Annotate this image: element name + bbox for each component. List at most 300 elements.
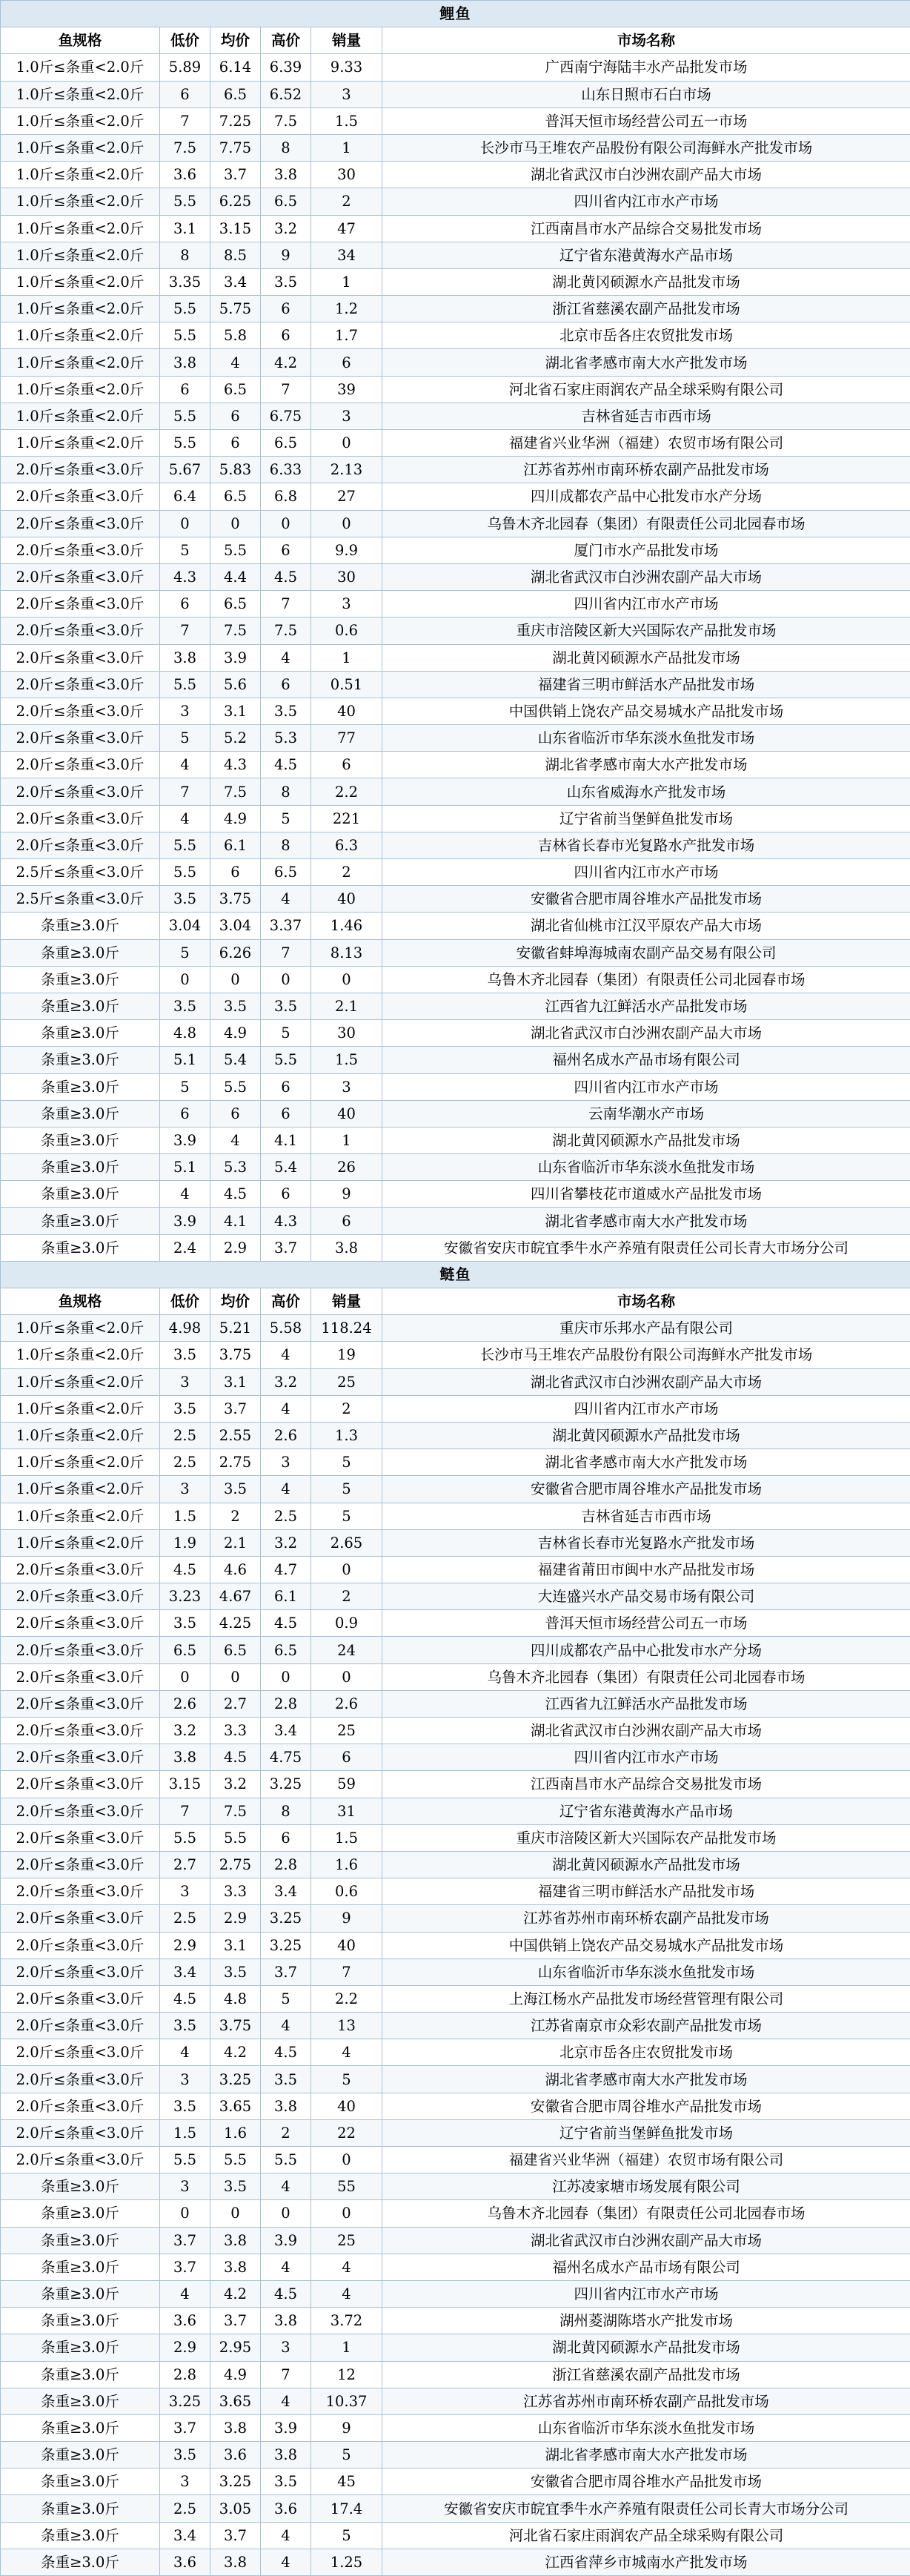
- cell-low-price: 6: [160, 376, 210, 403]
- cell-avg-price: 3.5: [210, 1476, 261, 1503]
- cell-high-price: 4: [261, 2254, 311, 2280]
- cell-spec: 1.0斤≤条重<2.0斤: [1, 1503, 160, 1529]
- cell-avg-price: 3.65: [210, 2388, 261, 2414]
- cell-volume: 0: [311, 430, 382, 457]
- cell-volume: 4: [311, 2039, 382, 2066]
- cell-volume: 6.3: [311, 832, 382, 858]
- cell-high-price: 4.7: [261, 1556, 311, 1583]
- cell-volume: 0: [311, 2200, 382, 2227]
- cell-high-price: 5.3: [261, 725, 311, 752]
- cell-market-name: 四川省内江市水产市场: [382, 859, 910, 886]
- cell-spec: 2.0斤≤条重<3.0斤: [1, 1690, 160, 1717]
- cell-avg-price: 3.5: [210, 1959, 261, 1985]
- cell-spec: 2.5斤≤条重<3.0斤: [1, 886, 160, 913]
- cell-market-name: 湖北省武汉市白沙洲农副产品大市场: [382, 1368, 910, 1395]
- cell-low-price: 3.9: [160, 1127, 210, 1153]
- cell-low-price: 4: [160, 2039, 210, 2066]
- table-row: [1, 832, 910, 858]
- cell-market-name: 湖北省孝感市南大水产批发市场: [382, 2066, 910, 2093]
- cell-volume: 0.6: [311, 1878, 382, 1905]
- cell-volume: 24: [311, 1637, 382, 1663]
- cell-high-price: 4.5: [261, 563, 311, 590]
- cell-spec: 2.0斤≤条重<3.0斤: [1, 510, 160, 537]
- cell-market-name: 乌鲁木齐北园春（集团）有限责任公司北园春市场: [382, 966, 910, 993]
- cell-spec: 2.0斤≤条重<3.0斤: [1, 805, 160, 832]
- table-row: [1, 1771, 910, 1798]
- table-row: [1, 752, 910, 778]
- cell-high-price: 0: [261, 510, 311, 537]
- cell-market-name: 湖北省孝感市南大水产批发市场: [382, 1449, 910, 1476]
- table-row: [1, 1556, 910, 1583]
- cell-low-price: 5.5: [160, 296, 210, 322]
- cell-market-name: 长沙市马王堆农产品股份有限公司海鲜水产批发市场: [382, 1342, 910, 1368]
- cell-low-price: 3.6: [160, 162, 210, 188]
- column-header-market-name: 市场名称: [382, 1288, 910, 1315]
- cell-market-name: 湖北省孝感市南大水产批发市场: [382, 349, 910, 376]
- cell-market-name: 安徽省合肥市周谷堆水产品批发市场: [382, 2469, 910, 2495]
- cell-low-price: 2.9: [160, 2334, 210, 2361]
- cell-spec: 条重≥3.0斤: [1, 2280, 160, 2307]
- cell-high-price: 8: [261, 832, 311, 858]
- cell-low-price: 4: [160, 805, 210, 832]
- cell-avg-price: 4.9: [210, 1020, 261, 1047]
- cell-volume: 1.5: [311, 1047, 382, 1073]
- cell-high-price: 2.5: [261, 1503, 311, 1529]
- table-row: [1, 966, 910, 993]
- cell-high-price: 5: [261, 1985, 311, 2012]
- cell-low-price: 3.7: [160, 2227, 210, 2254]
- table-row: [1, 2173, 910, 2200]
- table-row: [1, 1422, 910, 1448]
- cell-volume: 1: [311, 644, 382, 671]
- cell-market-name: 普洱天恒市场经营公司五一市场: [382, 1610, 910, 1637]
- cell-market-name: 湖北黄冈硕源水产品批发市场: [382, 1127, 910, 1153]
- cell-low-price: 5.5: [160, 403, 210, 429]
- cell-avg-price: 1.6: [210, 2119, 261, 2146]
- cell-low-price: 2.9: [160, 1932, 210, 1959]
- cell-volume: 5: [311, 1476, 382, 1503]
- table-row: [1, 778, 910, 805]
- cell-avg-price: 5.21: [210, 1315, 261, 1342]
- cell-market-name: 长沙市马王堆农产品股份有限公司海鲜水产批发市场: [382, 134, 910, 161]
- cell-avg-price: 3.75: [210, 886, 261, 913]
- cell-avg-price: 5.4: [210, 1047, 261, 1073]
- cell-volume: 25: [311, 2227, 382, 2254]
- cell-low-price: 5.5: [160, 859, 210, 886]
- cell-avg-price: 4.9: [210, 805, 261, 832]
- cell-high-price: 3.5: [261, 2469, 311, 2495]
- cell-volume: 3: [311, 81, 382, 107]
- cell-volume: 9.9: [311, 537, 382, 563]
- cell-low-price: 3.5: [160, 1610, 210, 1637]
- cell-low-price: 3.6: [160, 2308, 210, 2334]
- table-row: [1, 671, 910, 698]
- table-row: [1, 2039, 910, 2066]
- cell-spec: 条重≥3.0斤: [1, 2227, 160, 2254]
- cell-high-price: 3: [261, 1449, 311, 1476]
- cell-volume: 30: [311, 1020, 382, 1047]
- cell-market-name: 四川成都农产品中心批发市水产分场: [382, 483, 910, 510]
- cell-low-price: 3.4: [160, 2522, 210, 2549]
- cell-high-price: 4.3: [261, 1208, 311, 1234]
- cell-high-price: 4: [261, 2173, 311, 2200]
- cell-market-name: 河北省石家庄雨润农产品全球采购有限公司: [382, 376, 910, 403]
- cell-high-price: 3.8: [261, 2093, 311, 2119]
- cell-market-name: 湖北省武汉市白沙洲农副产品大市场: [382, 2227, 910, 2254]
- cell-high-price: 3.5: [261, 268, 311, 295]
- cell-market-name: 山东省临沂市华东淡水鱼批发市场: [382, 725, 910, 752]
- cell-low-price: 3.8: [160, 349, 210, 376]
- cell-high-price: 4: [261, 644, 311, 671]
- cell-low-price: 3.25: [160, 2388, 210, 2414]
- table-row: [1, 2334, 910, 2361]
- table-row: [1, 81, 910, 107]
- cell-low-price: 3.5: [160, 993, 210, 1019]
- cell-avg-price: 4.2: [210, 2039, 261, 2066]
- cell-high-price: 6.33: [261, 457, 311, 483]
- cell-spec: 1.0斤≤条重<2.0斤: [1, 268, 160, 295]
- column-header-spec: 鱼规格: [1, 1288, 160, 1315]
- cell-avg-price: 3.5: [210, 2173, 261, 2200]
- cell-volume: 3: [311, 1073, 382, 1100]
- cell-low-price: 4: [160, 1181, 210, 1208]
- cell-volume: 1.3: [311, 1422, 382, 1448]
- cell-high-price: 3.37: [261, 913, 311, 939]
- table-row: [1, 2388, 910, 2414]
- cell-spec: 条重≥3.0斤: [1, 2254, 160, 2280]
- cell-avg-price: 5.75: [210, 296, 261, 322]
- cell-low-price: 1.9: [160, 1529, 210, 1556]
- cell-avg-price: 7.25: [210, 107, 261, 134]
- table-row: [1, 805, 910, 832]
- cell-low-price: 2.7: [160, 1851, 210, 1878]
- cell-avg-price: 0: [210, 2200, 261, 2227]
- cell-volume: 5: [311, 2442, 382, 2469]
- cell-avg-price: 4.2: [210, 2280, 261, 2307]
- cell-volume: 3: [311, 591, 382, 617]
- cell-high-price: 3.2: [261, 215, 311, 242]
- cell-high-price: 7.5: [261, 617, 311, 644]
- cell-avg-price: 3.25: [210, 2066, 261, 2093]
- cell-avg-price: 6.14: [210, 54, 261, 81]
- cell-market-name: 广西南宁海陆丰水产品批发市场: [382, 54, 910, 81]
- table-row: [1, 1127, 910, 1153]
- cell-low-price: 4.98: [160, 1315, 210, 1342]
- table-row: [1, 1798, 910, 1824]
- cell-market-name: 福建省兴业华洲（福建）农贸市场有限公司: [382, 2147, 910, 2173]
- cell-high-price: 3.5: [261, 2066, 311, 2093]
- table-row: [1, 2227, 910, 2254]
- table-row: [1, 510, 910, 537]
- cell-volume: 45: [311, 2469, 382, 2495]
- cell-volume: 0: [311, 510, 382, 537]
- cell-spec: 1.0斤≤条重<2.0斤: [1, 107, 160, 134]
- cell-low-price: 3.5: [160, 1395, 210, 1422]
- column-header-volume: 销量: [311, 27, 382, 54]
- cell-low-price: 5: [160, 537, 210, 563]
- cell-market-name: 江苏省苏州市南环桥农副产品批发市场: [382, 2388, 910, 2414]
- table-row: [1, 2147, 910, 2173]
- cell-avg-price: 2.55: [210, 1422, 261, 1448]
- table-row: [1, 1368, 910, 1395]
- table-row: [1, 1878, 910, 1905]
- table-row: [1, 1476, 910, 1503]
- cell-high-price: 2.8: [261, 1851, 311, 1878]
- column-header-volume: 销量: [311, 1288, 382, 1315]
- cell-spec: 条重≥3.0斤: [1, 2549, 160, 2575]
- cell-high-price: 6: [261, 322, 311, 349]
- cell-low-price: 2.6: [160, 1690, 210, 1717]
- cell-volume: 0: [311, 1663, 382, 1690]
- cell-high-price: 6: [261, 537, 311, 563]
- cell-high-price: 2: [261, 2119, 311, 2146]
- cell-high-price: 5.5: [261, 2147, 311, 2173]
- cell-low-price: 3.1: [160, 215, 210, 242]
- cell-market-name: 辽宁省前当堡鲜鱼批发市场: [382, 805, 910, 832]
- cell-volume: 1.7: [311, 322, 382, 349]
- cell-low-price: 3.7: [160, 2414, 210, 2441]
- cell-volume: 1.5: [311, 107, 382, 134]
- cell-volume: 1: [311, 2334, 382, 2361]
- table-row: [1, 2280, 910, 2307]
- cell-market-name: 四川省内江市水产市场: [382, 188, 910, 215]
- cell-volume: 6: [311, 1208, 382, 1234]
- cell-spec: 2.0斤≤条重<3.0斤: [1, 1744, 160, 1771]
- cell-avg-price: 6.5: [210, 81, 261, 107]
- table-row: [1, 1583, 910, 1610]
- cell-avg-price: 4.5: [210, 1744, 261, 1771]
- cell-volume: 5: [311, 2522, 382, 2549]
- cell-market-name: 山东省临沂市华东淡水鱼批发市场: [382, 1154, 910, 1181]
- cell-avg-price: 4.67: [210, 1583, 261, 1610]
- cell-avg-price: 3.05: [210, 2495, 261, 2522]
- table-row: [1, 268, 910, 295]
- cell-high-price: 8: [261, 134, 311, 161]
- table-row: [1, 1529, 910, 1556]
- cell-high-price: 4.5: [261, 2280, 311, 2307]
- cell-spec: 2.0斤≤条重<3.0斤: [1, 752, 160, 778]
- table-row: [1, 1047, 910, 1073]
- cell-avg-price: 0: [210, 1663, 261, 1690]
- cell-market-name: 江西南昌市水产品综合交易批发市场: [382, 1771, 910, 1798]
- cell-market-name: 江西省九江鲜活水产品批发市场: [382, 1690, 910, 1717]
- cell-low-price: 3: [160, 2066, 210, 2093]
- table-row: [1, 2414, 910, 2441]
- cell-high-price: 7: [261, 2361, 311, 2388]
- cell-low-price: 6.5: [160, 1637, 210, 1663]
- cell-low-price: 4.8: [160, 1020, 210, 1047]
- cell-spec: 条重≥3.0斤: [1, 1234, 160, 1261]
- cell-high-price: 6.52: [261, 81, 311, 107]
- table-row: [1, 242, 910, 268]
- cell-market-name: 江西南昌市水产品综合交易批发市场: [382, 215, 910, 242]
- cell-volume: 2: [311, 188, 382, 215]
- cell-low-price: 3.7: [160, 2254, 210, 2280]
- cell-avg-price: 6: [210, 403, 261, 429]
- table-row: [1, 1824, 910, 1851]
- cell-high-price: 6: [261, 1100, 311, 1127]
- cell-market-name: 福建省三明市鲜活水产品批发市场: [382, 671, 910, 698]
- table-row: [1, 162, 910, 188]
- table-row: [1, 1959, 910, 1985]
- cell-spec: 条重≥3.0斤: [1, 2200, 160, 2227]
- cell-market-name: 江西省九江鲜活水产品批发市场: [382, 993, 910, 1019]
- cell-market-name: 江苏凌家塘市场发展有限公司: [382, 2173, 910, 2200]
- cell-volume: 221: [311, 805, 382, 832]
- table-row: [1, 107, 910, 134]
- cell-low-price: 0: [160, 510, 210, 537]
- cell-market-name: 山东省临沂市华东淡水鱼批发市场: [382, 1959, 910, 1985]
- cell-high-price: 0: [261, 1663, 311, 1690]
- cell-low-price: 4.3: [160, 563, 210, 590]
- cell-avg-price: 3.3: [210, 1878, 261, 1905]
- cell-low-price: 7.5: [160, 134, 210, 161]
- cell-volume: 26: [311, 1154, 382, 1181]
- cell-volume: 12: [311, 2361, 382, 2388]
- cell-market-name: 重庆市涪陵区新大兴国际农产品批发市场: [382, 1824, 910, 1851]
- table-row: [1, 1020, 910, 1047]
- cell-high-price: 7: [261, 591, 311, 617]
- table-row: [1, 1181, 910, 1208]
- table-row: [1, 2361, 910, 2388]
- cell-spec: 条重≥3.0斤: [1, 2522, 160, 2549]
- cell-spec: 条重≥3.0斤: [1, 1020, 160, 1047]
- table-row: [1, 2495, 910, 2522]
- cell-avg-price: 2.75: [210, 1851, 261, 1878]
- cell-high-price: 3.4: [261, 1718, 311, 1744]
- table-row: [1, 2522, 910, 2549]
- cell-market-name: 湖北黄冈硕源水产品批发市场: [382, 1851, 910, 1878]
- cell-avg-price: 2: [210, 1503, 261, 1529]
- cell-low-price: 5: [160, 939, 210, 966]
- cell-spec: 1.0斤≤条重<2.0斤: [1, 1422, 160, 1448]
- cell-volume: 5: [311, 1449, 382, 1476]
- cell-market-name: 湖北省孝感市南大水产批发市场: [382, 2442, 910, 2469]
- cell-high-price: 6: [261, 671, 311, 698]
- table-row: [1, 1073, 910, 1100]
- cell-market-name: 乌鲁木齐北园春（集团）有限责任公司北园春市场: [382, 2200, 910, 2227]
- table-row: [1, 939, 910, 966]
- column-header-avg-price: 均价: [210, 1288, 261, 1315]
- section-title: 鲤鱼: [1, 1, 910, 27]
- cell-volume: 31: [311, 1798, 382, 1824]
- table-row: [1, 376, 910, 403]
- cell-avg-price: 3.4: [210, 268, 261, 295]
- cell-low-price: 2.5: [160, 2495, 210, 2522]
- cell-avg-price: 2.9: [210, 1905, 261, 1932]
- cell-low-price: 4.5: [160, 1985, 210, 2012]
- cell-spec: 2.0斤≤条重<3.0斤: [1, 1583, 160, 1610]
- cell-low-price: 6: [160, 81, 210, 107]
- cell-spec: 2.0斤≤条重<3.0斤: [1, 1905, 160, 1932]
- cell-volume: 59: [311, 1771, 382, 1798]
- cell-low-price: 2.4: [160, 1234, 210, 1261]
- cell-high-price: 6.5: [261, 1637, 311, 1663]
- cell-market-name: 江西省萍乡市城南水产批发市场: [382, 2549, 910, 2575]
- cell-low-price: 5.5: [160, 2147, 210, 2173]
- cell-volume: 2.6: [311, 1690, 382, 1717]
- cell-avg-price: 5.5: [210, 1073, 261, 1100]
- table-row: [1, 859, 910, 886]
- cell-low-price: 0: [160, 2200, 210, 2227]
- cell-market-name: 湖北省武汉市白沙洲农副产品大市场: [382, 1020, 910, 1047]
- cell-avg-price: 2.95: [210, 2334, 261, 2361]
- cell-avg-price: 6: [210, 1100, 261, 1127]
- cell-avg-price: 6.5: [210, 1637, 261, 1663]
- cell-high-price: 3.9: [261, 2227, 311, 2254]
- cell-market-name: 四川省攀枝花市道威水产品批发市场: [382, 1181, 910, 1208]
- cell-volume: 2: [311, 1395, 382, 1422]
- cell-avg-price: 3.2: [210, 1771, 261, 1798]
- cell-avg-price: 7.5: [210, 778, 261, 805]
- table-row: [1, 1315, 910, 1342]
- cell-volume: 4: [311, 2254, 382, 2280]
- cell-market-name: 中国供销上饶农产品交易城水产品批发市场: [382, 1932, 910, 1959]
- cell-volume: 2: [311, 1583, 382, 1610]
- cell-volume: 10.37: [311, 2388, 382, 2414]
- cell-high-price: 6.5: [261, 859, 311, 886]
- cell-volume: 6: [311, 752, 382, 778]
- cell-avg-price: 4: [210, 1127, 261, 1153]
- cell-spec: 2.0斤≤条重<3.0斤: [1, 2147, 160, 2173]
- table-row: [1, 2308, 910, 2334]
- cell-low-price: 3.9: [160, 1208, 210, 1234]
- cell-avg-price: 4.4: [210, 563, 261, 590]
- cell-spec: 2.0斤≤条重<3.0斤: [1, 1610, 160, 1637]
- column-header-low-price: 低价: [160, 1288, 210, 1315]
- cell-avg-price: 3.5: [210, 993, 261, 1019]
- cell-high-price: 0: [261, 966, 311, 993]
- cell-low-price: 5.5: [160, 322, 210, 349]
- cell-low-price: 3: [160, 2469, 210, 2495]
- cell-low-price: 3: [160, 1476, 210, 1503]
- table-row: [1, 725, 910, 752]
- cell-low-price: 3: [160, 2173, 210, 2200]
- cell-volume: 3.72: [311, 2308, 382, 2334]
- cell-volume: 9: [311, 2414, 382, 2441]
- cell-market-name: 湖北省武汉市白沙洲农副产品大市场: [382, 162, 910, 188]
- table-row: [1, 644, 910, 671]
- cell-spec: 2.0斤≤条重<3.0斤: [1, 537, 160, 563]
- table-row: [1, 322, 910, 349]
- cell-high-price: 4.5: [261, 1610, 311, 1637]
- cell-market-name: 辽宁省东港黄海水产品市场: [382, 242, 910, 268]
- cell-low-price: 4: [160, 752, 210, 778]
- cell-volume: 0.9: [311, 1610, 382, 1637]
- cell-low-price: 6: [160, 1100, 210, 1127]
- cell-avg-price: 0: [210, 966, 261, 993]
- cell-high-price: 3.25: [261, 1932, 311, 1959]
- cell-low-price: 6.4: [160, 483, 210, 510]
- cell-market-name: 福建省兴业华洲（福建）农贸市场有限公司: [382, 430, 910, 457]
- cell-high-price: 8: [261, 778, 311, 805]
- cell-low-price: 5.67: [160, 457, 210, 483]
- cell-avg-price: 2.75: [210, 1449, 261, 1476]
- table-row: [1, 2254, 910, 2280]
- cell-high-price: 4: [261, 886, 311, 913]
- cell-market-name: 安徽省安庆市皖宜季牛水产养殖有限责任公司长青大市场分公司: [382, 1234, 910, 1261]
- cell-high-price: 4.5: [261, 752, 311, 778]
- cell-volume: 17.4: [311, 2495, 382, 2522]
- cell-low-price: 5.1: [160, 1154, 210, 1181]
- cell-spec: 1.0斤≤条重<2.0斤: [1, 1342, 160, 1368]
- cell-low-price: 1.5: [160, 2119, 210, 2146]
- cell-low-price: 3.04: [160, 913, 210, 939]
- table-row: [1, 54, 910, 81]
- cell-high-price: 4: [261, 2388, 311, 2414]
- cell-high-price: 6.75: [261, 403, 311, 429]
- cell-spec: 1.0斤≤条重<2.0斤: [1, 1315, 160, 1342]
